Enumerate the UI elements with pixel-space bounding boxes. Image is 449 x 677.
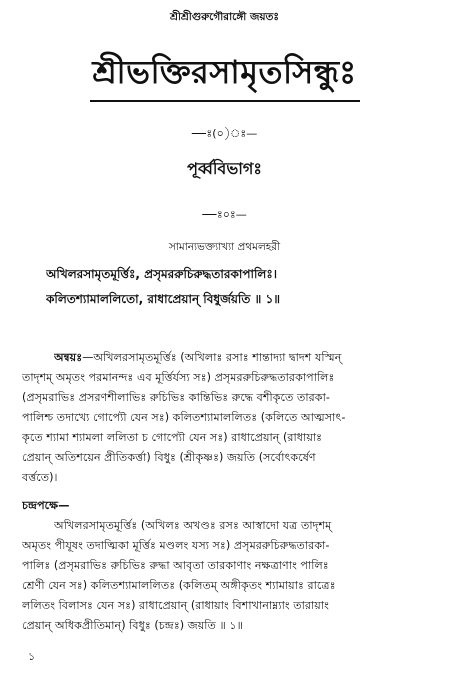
- section-title: পূর্ব্ববিভাগঃ: [187, 159, 262, 178]
- anvaya-line-5: কৃতে শ্যামা শ্যামলা ললিতা চ গোপ্যৌ যেন সঃ) রাধাপ্রেয়ান্ (রাধায়াঃ: [22, 431, 323, 444]
- anvaya-line-2: তাদৃশম্ অমৃতং পরমানন্দঃ এব মূর্ত্তির্যস্য সঃ) প্রসৃমররুচিরুদ্ধতারকাপালিঃ: [22, 371, 335, 384]
- anvaya-line-1: [54, 349, 428, 366]
- chandra-line-1: অখিলরসামৃতমূর্ত্তিঃ (অখিলঃ অখণ্ডঃ রসঃ আস্বাদো যত্র তাদৃশম্: [54, 519, 332, 532]
- chandra-label: চন্দ্রপক্ষে—: [22, 499, 70, 512]
- anvaya-line-7: বর্ত্ততে)।: [22, 471, 58, 484]
- anvaya-label: অন্বয়ঃ: [54, 351, 83, 364]
- chandra-line-4: শ্রেণী যেন সঃ) কলিতশ্যামাললিতঃ (কলিতম্ অঙ্গীকৃতং শ্যামায়াঃ রাত্রেঃ: [22, 579, 336, 592]
- anvaya-line-4: পালিশ্চ তদাখ্যে গোপ্যৌ যেন সঃ) কলিতশ্যামাললিতঃ (কলিতে আত্মসাৎ-: [22, 411, 346, 424]
- ornament-divider-2: —ঃ০ঃ—: [202, 208, 247, 221]
- verse-line-2: কলিতশ্যামাললিতো, রাধাপ্রেয়ান্ বিধুর্জয়তি ॥ ১॥: [46, 292, 281, 306]
- verse-line-1: অখিলরসামৃতমূর্ত্তিঃ, প্রসৃমররুচিরুদ্ধতারকাপালিঃ।: [46, 267, 278, 281]
- chapter-title: সামান্যভক্ত্যাখ্যা প্রথমলহরী: [168, 241, 281, 253]
- chandra-line-6: প্রেয়ান্ অধিকপ্রীতিমান্) বিধুঃ (চন্দ্রঃ) জয়তি ॥ ১॥: [22, 619, 243, 632]
- anvaya-line-6: প্রেয়ান্ অতিশয়েন প্রীতিকর্ত্তা) বিধুঃ (শ্রীকৃষ্ণঃ) জয়তি (সর্বোৎকর্ষেণ: [22, 451, 316, 464]
- chandra-line-3: পালিঃ (প্রসৃমরাভিঃ রুচিভিঃ রুদ্ধা আবৃতা তারকাণাং নক্ষত্রাণাং পালিঃ: [22, 559, 329, 572]
- chandra-line-5: ললিতং বিলাসঃ যেন সঃ) রাধাপ্রেয়ান্ (রাধায়াং বিশাখানাম্ন্যাং তারায়াং: [22, 599, 329, 612]
- ornament-divider-1: —ঃ(০)ঃ—: [191, 127, 258, 140]
- anvaya-text: —অখিলরসামৃতমূর্ত্তিঃ (অখিলাঃ রসাঃ শান্তাদ্যা দ্বাদশ যস্মিন্: [82, 351, 342, 364]
- page-number: ১: [28, 650, 36, 663]
- chandra-line-2: অমৃতং পীযূষং তদাত্মিকা মূর্ত্তিঃ মণ্ডলং যস্য সঃ) প্রসৃমররুচিরুদ্ধতারকা-: [22, 539, 330, 552]
- invocation-header: শ্রীশ্রীগুরুগৌরাঙ্গৌ জয়তঃ: [169, 11, 280, 23]
- book-title: শ্রীভক্তিরসামৃতসিন্ধুঃ: [92, 53, 357, 91]
- anvaya-line-3: (প্রসৃমরাভিঃ প্রসরণশীলাভিঃ রুচিভিঃ কান্তিভিঃ রুদ্ধে বশীকৃতে তারকা-: [22, 391, 330, 404]
- title-underline: [90, 100, 360, 102]
